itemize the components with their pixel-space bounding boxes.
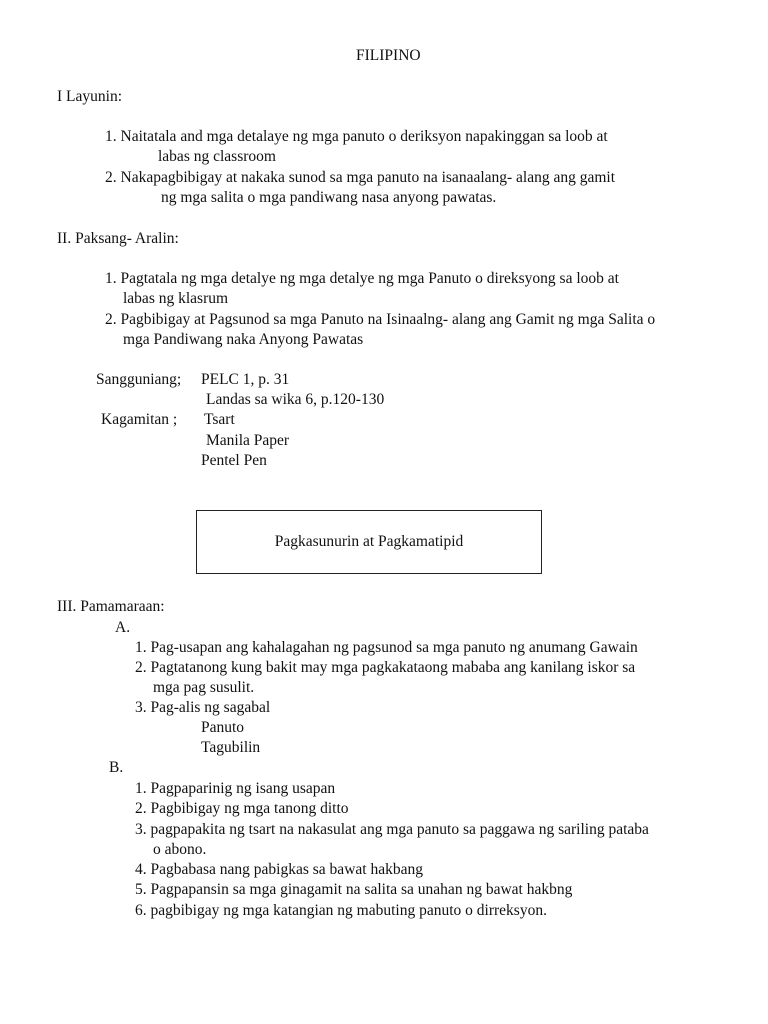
topic-box <box>196 510 542 574</box>
section-b-item-1: 1. Pagpaparinig ng isang usapan <box>135 780 336 797</box>
section-b-item-3-cont: o abono. <box>153 841 207 858</box>
paksang-aralin-heading: II. Paksang- Aralin: <box>57 230 179 247</box>
layunin-item-2: 2. Nakapagbibigay at nakaka sunod sa mga panuto na isanaalang- alang ang gamit <box>105 169 616 186</box>
paksang-item-1-cont: labas ng klasrum <box>123 290 229 307</box>
layunin-heading: I Layunin: <box>57 88 122 105</box>
section-b-label: B. <box>109 759 124 776</box>
layunin-item-2-cont: ng mga salita o mga pandiwang nasa anyong pawatas. <box>161 189 497 206</box>
section-b-item-4: 4. Pagbabasa nang pabigkas sa bawat hakbang <box>135 861 423 878</box>
section-a-item-3: 3. Pag-alis ng sagabal <box>135 699 271 716</box>
kagamitan-value-3: Pentel Pen <box>201 452 267 469</box>
section-a-item-2: 2. Pagtatanong kung bakit may mga pagkakataong mababa ang kanilang iskor sa <box>135 659 636 676</box>
sanggunian-value-2: Landas sa wika 6, p.120-130 <box>206 391 385 408</box>
section-a-subitem-2: Tagubilin <box>201 739 261 756</box>
paksang-item-2: 2. Pagbibigay at Pagsunod sa mga Panuto na Isinaalng- alang ang Gamit ng mga Salita o <box>105 311 656 328</box>
section-a-subitem-1: Panuto <box>201 719 245 736</box>
paksang-item-1: 1. Pagtatala ng mga detalye ng mga detalye ng mga Panuto o direksyong sa loob at <box>105 270 619 287</box>
layunin-item-1-cont: labas ng classroom <box>158 148 276 165</box>
section-b-item-5: 5. Pagpapansin sa mga ginagamit na salita sa unahan ng bawat hakbng <box>135 881 573 898</box>
section-a-item-1: 1. Pag-usapan ang kahalagahan ng pagsunod sa mga panuto ng anumang Gawain <box>135 639 638 656</box>
layunin-item-1: 1. Naitatala and mga detalaye ng mga panuto o deriksyon napakinggan sa loob at <box>105 128 608 145</box>
kagamitan-value-2: Manila Paper <box>206 432 290 449</box>
section-a-label: A. <box>115 619 131 636</box>
sanggunian-label: Sangguniang; <box>96 371 182 388</box>
section-b-item-3: 3. pagpapakita ng tsart na nakasulat ang mga panuto sa paggawa ng sariling pataba <box>135 821 649 838</box>
document-title: FILIPINO <box>356 47 421 64</box>
section-b-item-6: 6. pagbibigay ng mga katangian ng mabuting panuto o dirreksyon. <box>135 902 547 919</box>
sanggunian-value-1: PELC 1, p. 31 <box>201 371 290 388</box>
paksang-item-2-cont: mga Pandiwang naka Anyong Pawatas <box>123 331 364 348</box>
kagamitan-label: Kagamitan ; <box>101 411 178 428</box>
kagamitan-value-1: Tsart <box>204 411 235 428</box>
pamamaraan-heading: III. Pamamaraan: <box>57 598 165 615</box>
section-a-item-2-cont: mga pag susulit. <box>153 679 255 696</box>
topic-box-label: Pagkasunurin at Pagkamatipid <box>274 533 464 550</box>
section-b-item-2: 2. Pagbibigay ng mga tanong ditto <box>135 800 349 817</box>
